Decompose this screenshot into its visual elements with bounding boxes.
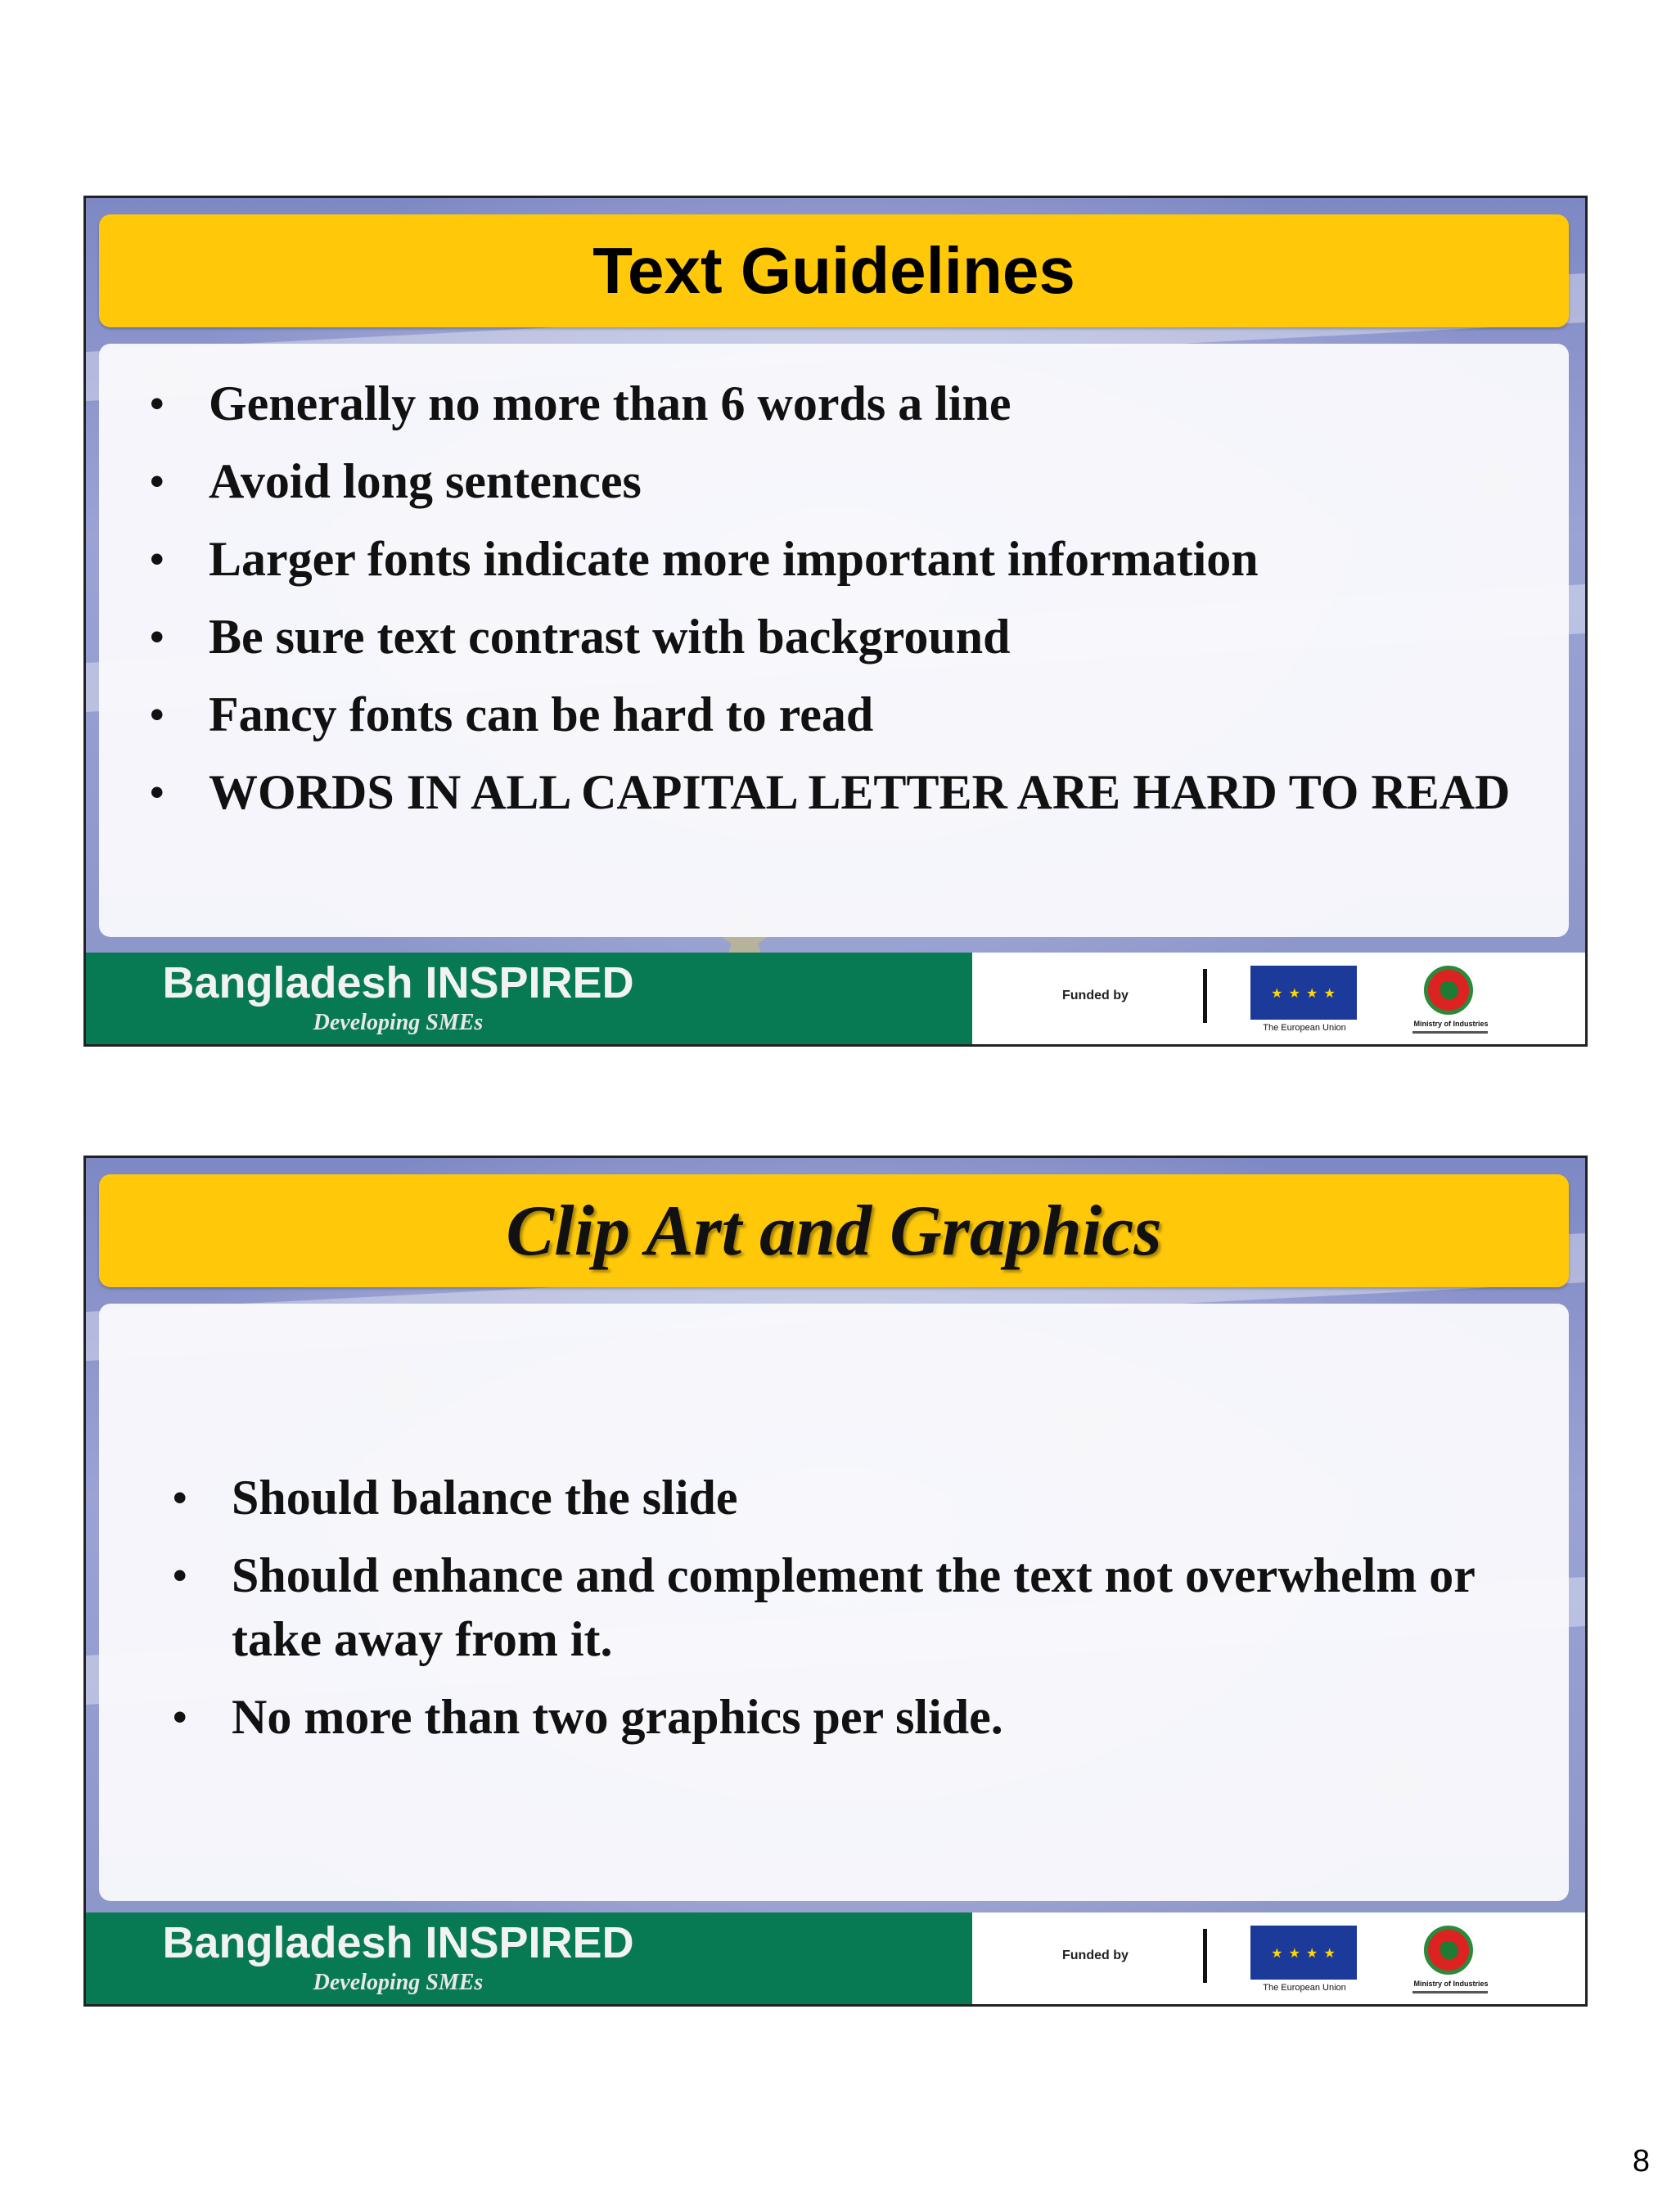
slide-title: Text Guidelines	[592, 234, 1075, 307]
divider	[1203, 969, 1207, 1023]
footer-brand-panel	[86, 1912, 972, 2004]
bullet-icon: •	[150, 536, 164, 582]
ministry-label: Ministry of Industries	[1413, 1980, 1489, 1988]
bullet-icon: •	[150, 692, 164, 737]
ministry-subtext	[1412, 1031, 1488, 1034]
footer-tagline: Developing SMEs	[313, 1970, 484, 1995]
ministry-seal-icon	[1424, 1926, 1473, 1975]
bullet-list	[173, 1466, 1564, 1763]
funded-by-label: Funded by	[1062, 1948, 1129, 1962]
bullet-icon: •	[173, 1552, 187, 1598]
ministry-label: Ministry of Industries	[1413, 1020, 1489, 1028]
slide-clip-art-graphics	[83, 1156, 1588, 2007]
footer-tagline: Developing SMEs	[313, 1010, 484, 1035]
footer-funding-panel	[972, 1912, 1585, 2004]
slide-content	[99, 344, 1569, 937]
list-item: • Should balance the slide	[173, 1466, 1564, 1529]
bullet-list	[150, 372, 1557, 838]
list-item: • Larger fonts indicate more important information	[150, 527, 1557, 591]
list-item: • Should enhance and complement the text not overwhelm or take away from it.	[173, 1543, 1564, 1671]
list-item: • WORDS IN ALL CAPITAL LETTER ARE HARD TO READ	[150, 760, 1557, 824]
bullet-icon: •	[150, 381, 164, 426]
ministry-seal-icon	[1424, 966, 1473, 1015]
bullet-icon: •	[173, 1475, 187, 1520]
bullet-icon: •	[150, 614, 164, 660]
page-number: 8	[1632, 2144, 1650, 2178]
slide-text-guidelines	[83, 196, 1588, 1047]
bullet-icon: •	[150, 769, 164, 815]
funded-by-label: Funded by	[1062, 989, 1129, 1002]
eu-label: The European Union	[1263, 1983, 1346, 1993]
footer-brand: Bangladesh INSPIRED	[162, 958, 634, 1007]
slide-footer	[86, 953, 1585, 1044]
slide-content	[99, 1304, 1569, 1901]
bullet-icon: •	[150, 458, 164, 504]
footer-brand: Bangladesh INSPIRED	[162, 1918, 634, 1967]
ministry-subtext	[1412, 1991, 1488, 1994]
footer-brand-panel	[86, 953, 972, 1044]
slide-title-bar	[99, 1174, 1569, 1287]
eu-label: The European Union	[1263, 1023, 1346, 1033]
slide-title-bar	[99, 214, 1569, 327]
list-item: • Fancy fonts can be hard to read	[150, 683, 1557, 746]
list-item: • Generally no more than 6 words a line	[150, 372, 1557, 435]
list-item: • Avoid long sentences	[150, 449, 1557, 513]
slide-title: Clip Art and Graphics	[506, 1191, 1162, 1271]
divider	[1203, 1929, 1207, 1983]
list-item: • Be sure text contrast with background	[150, 605, 1557, 669]
footer-funding-panel	[972, 953, 1585, 1044]
eu-flag-icon: ★ ★ ★ ★	[1250, 1926, 1357, 1980]
list-item: • No more than two graphics per slide.	[173, 1685, 1564, 1749]
bullet-icon: •	[173, 1694, 187, 1740]
slide-footer	[86, 1912, 1585, 2004]
eu-flag-icon: ★ ★ ★ ★	[1250, 966, 1357, 1020]
